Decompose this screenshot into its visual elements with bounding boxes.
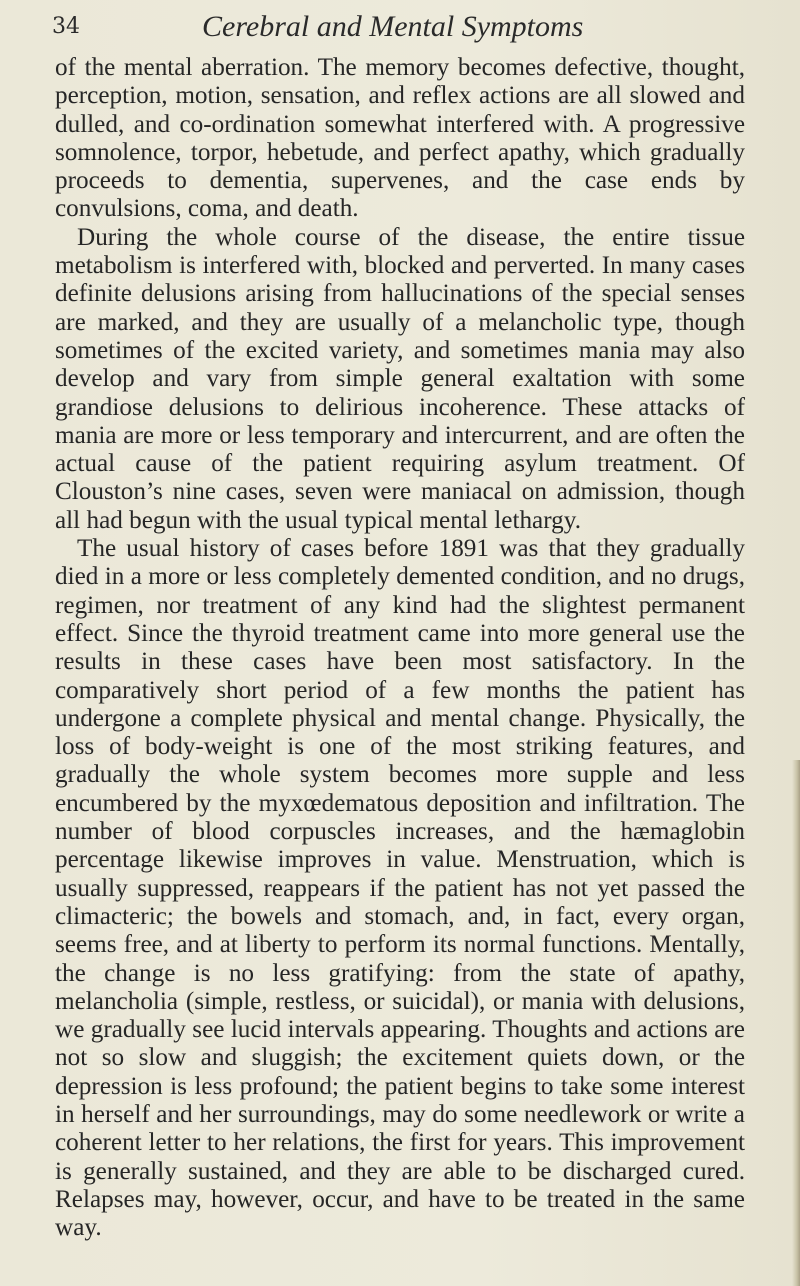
paragraph-3: The usual history of cases before 1891 was that they gradually died in a more or less completely demented condition, and no drugs, regimen, nor treatment of any kind had the slightest permanent effect. Since the thyroid treatment came into more general use the results in these cases have been most satisfactory. In the comparatively short period of a few months the patient has undergone a complete physical and mental change. Physically, the loss of body-weight is one of the most striking features, and gradually the whole system becomes more supple and less encumbered by the myxœdematous deposition and infiltration. The number of blood corpuscles increases, and the hæmaglobin percentage likewise improves in value. Menstruation, which is usually suppressed, reappears if the patient has not yet passed the climacteric; the bowels and stomach, and, in fact, every organ, seems free, and at liberty to perform its normal functions. Mentally, the change is no less gratifying: from the state of apathy, melancholia (simple, restless, or suicidal), or mania with delusions, we gradually see lucid intervals appearing. Thoughts and actions are not so slow and sluggish; the excitement quiets down, or the depression is less profound; the patient begins to take some interest in herself and her surroundings, may do some needlework or write a coherent letter to her relations, the first for years. This improvement is generally sustained, and they are able to be discharged cured. Relapses may, however, occur, and have to be treated in the same way. <box>55 535 745 1242</box>
paragraph-1: of the mental aberration. The memory becomes defective, thought, perception, motion, sensation, and reflex actions are all slowed and dulled, and co-ordination somewhat interfered with. A progressive somnolence, torpor, hebetude, and perfect apathy, which gradually proceeds to dementia, supervenes, and the case ends by convulsions, coma, and death. <box>55 54 745 223</box>
body-text <box>55 54 745 1242</box>
page-header <box>52 10 752 44</box>
running-title: Cerebral and Mental Symptoms <box>202 10 584 43</box>
page-edge-shadow <box>792 760 800 1286</box>
paragraph-2: During the whole course of the disease, the entire tissue metabolism is interfered with, blocked and perverted. In many cases definite delusions arising from hallucinations of the special senses are marked, and they are usually of a melancholic type, though sometimes of the excited variety, and sometimes mania may also develop and vary from simple general exaltation with some grandiose delusions to delirious incoherence. These attacks of mania are more or less temporary and intercurrent, and are often the actual cause of the patient requiring asylum treatment. Of Clouston’s nine cases, seven were maniacal on admission, though all had begun with the usual typical mental lethargy. <box>55 223 745 534</box>
page-number: 34 <box>52 14 80 39</box>
